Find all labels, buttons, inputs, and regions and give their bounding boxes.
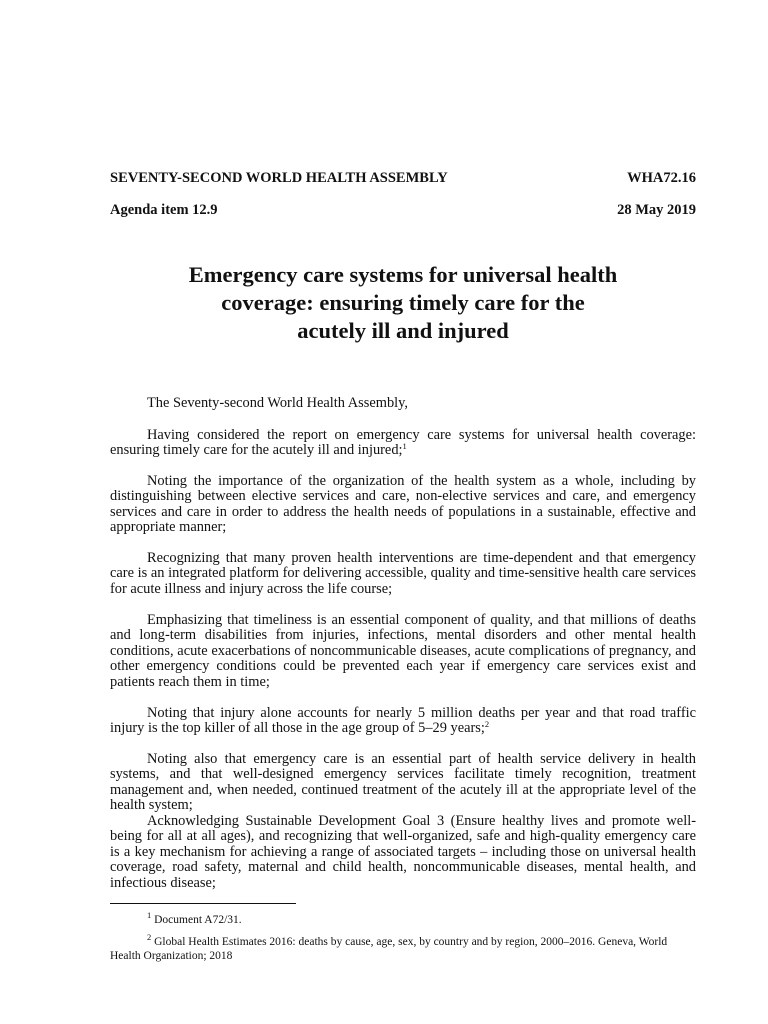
title-line-3: acutely ill and injured (297, 318, 509, 343)
agenda-item: Agenda item 12.9 (110, 202, 218, 218)
paragraph-having-considered: Having considered the report on emergency care systems for universal health coverage: ensuring timely care for the acutely ill and injured;$^1$ (110, 427, 696, 459)
footnote-divider (110, 903, 296, 904)
paragraph-recognizing: Recognizing that many proven health interventions are time-dependent and that emergency care is an integrated platform for delivering accessible, quality and time-sensitive health care services for acute illness and injury across the life course; (110, 550, 696, 597)
paragraph-noting-also: Noting also that emergency care is an essential part of health service delivery in health systems, and that well-designed emergency services facilitate timely recognition, treatment management and, when needed, continued treatment of the acutely ill at the appropriate level of the health system; (110, 751, 696, 814)
document-title (110, 261, 696, 345)
footnote-ref-2: 2 (484, 719, 490, 730)
resolution-date: 28 May 2019 (617, 202, 696, 218)
paragraph-noting-injury: Noting that injury alone accounts for nearly 5 million deaths per year and that road traffic injury is the top killer of all those in the age group of 5–29 years;$^2$ (110, 705, 696, 737)
paragraph-preamble: The Seventy-second World Health Assembly, (147, 395, 409, 411)
footnote-ref-1: 1 (402, 441, 407, 452)
title-line-2: coverage: ensuring timely care for the (221, 290, 585, 315)
paragraph-emphasizing: Emphasizing that timeliness is an essential component of quality, and that millions of deaths and long-term disabilities from injuries, infections, mental disorders and other mental health conditions, acute exacerbations of noncommunicable diseases, acute complications of pregnancy, and other emergency conditions could be prevented each year if emergency care services exist and patients reach them in time; (110, 612, 696, 690)
paragraph-noting-importance: Noting the importance of the organization of the health system as a whole, including by distinguishing between elective services and care, non-elective services and care, and emergency services and care in order to address the health needs of populations in a sustainable, effective and appropriate manner; (110, 473, 696, 536)
header-row-agenda (110, 201, 696, 219)
resolution-number: WHA72.16 (627, 170, 696, 186)
assembly-name: SEVENTY-SECOND WORLD HEALTH ASSEMBLY (110, 170, 448, 186)
footnote-2: $^2$ Global Health Estimates 2016: deaths by cause, age, sex, by country and by region, 2000–2016. Geneva, World Health Organization; 2018 (110, 932, 668, 962)
footnote-1: $^1$ Document A72/31. (147, 910, 242, 926)
title-line-1: Emergency care systems for universal health (188, 262, 618, 287)
header-row-assembly (110, 169, 696, 187)
paragraph-acknowledging: Acknowledging Sustainable Development Goal 3 (Ensure healthy lives and promote well-being for all at all ages), and recognizing that well-organized, safe and high-quality emergency care is a key mechanism for achieving a range of associated targets – including those on universal health coverage, road safety, maternal and child health, noncommunicable diseases, mental health, and infectious disease; (110, 813, 696, 891)
